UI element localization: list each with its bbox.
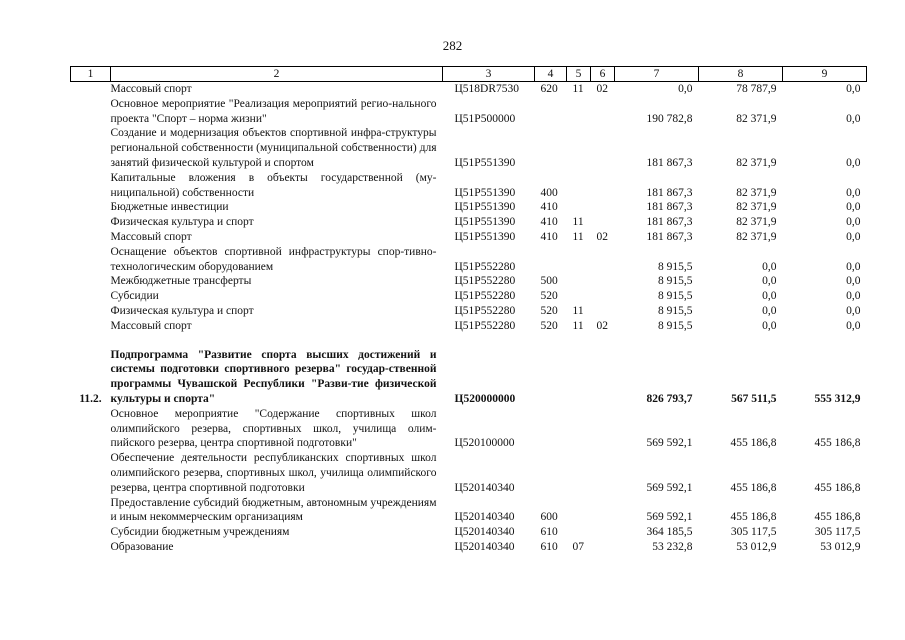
row-number	[71, 525, 111, 540]
row-number	[71, 97, 111, 127]
row-name: Обеспечение деятельности республиканских спортивных школ олимпийского резерва, спортивных школ, училища олимпийского резерва, центра спортивной подготовки	[110, 452, 437, 494]
row-name: Межбюджетные трансферты	[110, 275, 252, 288]
subsection-code: 02	[596, 319, 608, 332]
amount-col-7: 826 793,7	[646, 392, 693, 405]
expense-type-code: 400	[540, 186, 558, 199]
expense-type-code: 620	[540, 83, 558, 95]
table-row	[71, 319, 867, 334]
section-code	[567, 97, 591, 127]
amount-col-8: 82 371,9	[736, 201, 777, 214]
amount-col-9: 0,0	[846, 319, 861, 332]
section-code	[567, 496, 591, 526]
budget-code: Ц51P551390	[454, 216, 516, 229]
expense-type-code: 410	[540, 216, 558, 229]
amount-col-9: 0,0	[846, 201, 861, 214]
amount-col-8: 0,0	[762, 260, 777, 273]
amount-col-7: 8 915,5	[658, 275, 693, 288]
table-row	[71, 407, 867, 451]
amount-col-7: 8 915,5	[658, 304, 693, 317]
subsection-code	[591, 496, 615, 526]
amount-col-8: 305 117,5	[730, 526, 777, 539]
budget-code: Ц51P552280	[454, 319, 516, 332]
table-row	[71, 274, 867, 289]
row-name: Основное мероприятие "Реализация мероприятий регио-нального проекта "Спорт – норма жизни"	[110, 97, 437, 125]
amount-col-8: 455 186,8	[730, 481, 777, 494]
row-name: Субсидии бюджетным учреждениям	[110, 526, 290, 539]
budget-code: Ц520100000	[454, 437, 515, 450]
table-row	[71, 304, 867, 319]
section-code: 07	[572, 540, 584, 553]
row-name	[111, 334, 443, 348]
amount-col-8: 82 371,9	[736, 156, 777, 169]
row-number	[71, 230, 111, 245]
budget-code: Ц51P551390	[454, 230, 516, 243]
row-name: Физическая культура и спорт	[110, 304, 254, 317]
amount-col-7: 569 592,1	[646, 437, 693, 450]
expense-type-code: 600	[540, 511, 558, 524]
budget-code: Ц520000000	[454, 392, 516, 405]
row-number: 11.2.	[79, 392, 102, 405]
table-row	[71, 126, 867, 170]
amount-col-8: 455 186,8	[730, 511, 777, 524]
amount-col-8: 0,0	[762, 290, 777, 303]
section-code	[567, 525, 591, 540]
subsection-code	[591, 97, 615, 127]
section-code	[567, 245, 591, 275]
table-row	[71, 230, 867, 245]
amount-col-9: 305 117,5	[814, 526, 861, 539]
table-row	[71, 334, 867, 348]
row-number	[71, 319, 111, 334]
column-header: 4	[535, 67, 567, 82]
subsection-code	[591, 200, 615, 215]
row-number	[71, 496, 111, 526]
expense-type-code	[535, 451, 567, 495]
column-header: 1	[71, 67, 111, 82]
amount-col-7: 8 915,5	[658, 290, 693, 303]
row-number	[71, 540, 111, 555]
row-name: Предоставление субсидий бюджетным, автономным учреждениям и иным некоммерческим организациям	[110, 496, 437, 524]
column-header: 8	[699, 67, 783, 82]
row-number	[71, 304, 111, 319]
table-row	[71, 525, 867, 540]
amount-col-7: 0,0	[678, 83, 693, 95]
row-name: Массовый спорт	[110, 83, 192, 95]
row-name: Бюджетные инвестиции	[110, 201, 229, 214]
row-number	[71, 451, 111, 495]
amount-col-9: 0,0	[846, 275, 861, 288]
amount-col-8: 0,0	[762, 275, 777, 288]
expense-type-code	[535, 334, 567, 348]
amount-col-9: 0,0	[846, 304, 861, 317]
column-header: 6	[591, 67, 615, 82]
amount-col-9: 0,0	[846, 186, 861, 199]
amount-col-7: 181 867,3	[646, 201, 693, 214]
subsection-code: 02	[596, 83, 608, 95]
amount-col-8: 455 186,8	[730, 437, 777, 450]
row-name: Массовый спорт	[110, 319, 192, 332]
amount-col-8: 0,0	[762, 319, 777, 332]
table-row	[71, 245, 867, 275]
expense-type-code: 610	[540, 540, 558, 553]
amount-col-7: 181 867,3	[646, 156, 693, 169]
expense-type-code: 500	[540, 275, 558, 288]
amount-col-7: 181 867,3	[646, 186, 693, 199]
column-header: 7	[615, 67, 699, 82]
row-name: Подпрограмма "Развитие спорта высших достижений и системы подготовки спортивного резерва" государ-ственной программы Чувашской Республики "Разви-тие физической культуры и спорта"	[110, 348, 437, 405]
section-code	[567, 126, 591, 170]
amount-col-8: 82 371,9	[736, 230, 777, 243]
amount-col-9: 0,0	[846, 216, 861, 229]
section-code: 11	[572, 83, 584, 95]
amount-col-9: 0,0	[846, 260, 861, 273]
budget-code: Ц520140340	[454, 511, 515, 524]
budget-code: Ц51P551390	[454, 201, 516, 214]
page-number: 282	[442, 38, 463, 53]
subsection-code	[591, 289, 615, 304]
table-row	[71, 97, 867, 127]
row-number	[71, 82, 111, 97]
expense-type-code: 520	[540, 290, 558, 303]
section-code	[567, 407, 591, 451]
budget-code	[443, 334, 535, 348]
amount-col-7: 364 185,5	[646, 526, 693, 539]
section-code	[567, 200, 591, 215]
amount-col-8: 78 787,9	[736, 83, 777, 95]
amount-col-8: 82 371,9	[736, 186, 777, 199]
section-code	[567, 289, 591, 304]
column-header: 9	[783, 67, 867, 82]
subsection-code	[591, 407, 615, 451]
section-code: 11	[572, 216, 584, 229]
budget-code: Ц51P551390	[454, 186, 516, 199]
table-row	[71, 540, 867, 555]
table-row	[71, 348, 867, 407]
budget-code: Ц520140340	[454, 526, 515, 539]
amount-col-9: 455 186,8	[814, 481, 861, 494]
row-number	[71, 126, 111, 170]
subsection-code	[591, 334, 615, 348]
section-code	[567, 334, 591, 348]
section-code	[567, 348, 591, 407]
expense-type-code: 520	[540, 319, 558, 332]
row-number	[71, 334, 111, 348]
table-row	[71, 451, 867, 495]
row-name: Образование	[110, 540, 174, 553]
row-name: Физическая культура и спорт	[110, 216, 254, 229]
table-body	[71, 82, 867, 555]
subsection-code	[591, 540, 615, 555]
row-name: Оснащение объектов спортивной инфраструктуры спор-тивно-технологическим оборудованием	[110, 245, 437, 273]
amount-col-9: 0,0	[846, 230, 861, 243]
expense-type-code	[535, 97, 567, 127]
subsection-code	[591, 215, 615, 230]
expense-type-code: 610	[540, 526, 558, 539]
expense-type-code	[535, 407, 567, 451]
amount-col-9: 0,0	[846, 83, 861, 95]
column-header: 5	[567, 67, 591, 82]
expense-type-code	[535, 126, 567, 170]
amount-col-9: 555 312,9	[814, 392, 861, 405]
row-name: Создание и модернизация объектов спортивной инфра-структуры региональной собственности (муниципальной собственности) для занятий физической культурой и спортом	[110, 127, 437, 169]
amount-col-9: 455 186,8	[814, 437, 861, 450]
budget-table	[70, 66, 867, 555]
section-code: 11	[572, 230, 584, 243]
table-row	[71, 496, 867, 526]
row-number	[71, 407, 111, 451]
budget-code: Ц518DR7530	[454, 83, 520, 95]
section-code	[567, 274, 591, 289]
budget-code: Ц520140340	[454, 540, 515, 553]
amount-col-9: 53 012,9	[820, 540, 861, 553]
row-number	[71, 200, 111, 215]
budget-code: Ц51P552280	[454, 260, 516, 273]
amount-col-8: 82 371,9	[736, 216, 777, 229]
column-header: 3	[443, 67, 535, 82]
row-name: Капитальные вложения в объекты государственной (му-ниципальной) собственности	[110, 171, 437, 199]
table-row	[71, 200, 867, 215]
expense-type-code	[535, 348, 567, 407]
subsection-code	[591, 274, 615, 289]
row-number	[71, 245, 111, 275]
column-numbers-row	[71, 67, 867, 82]
amount-col-8: 53 012,9	[736, 540, 777, 553]
row-name: Субсидии	[110, 290, 159, 303]
subsection-code	[591, 348, 615, 407]
row-number	[71, 215, 111, 230]
subsection-code	[591, 171, 615, 201]
amount-col-9	[783, 334, 867, 348]
amount-col-9: 0,0	[846, 290, 861, 303]
row-name: Массовый спорт	[110, 230, 192, 243]
section-code: 11	[572, 304, 584, 317]
amount-col-9: 455 186,8	[814, 511, 861, 524]
section-code	[567, 451, 591, 495]
amount-col-9: 0,0	[846, 156, 861, 169]
amount-col-8: 567 511,5	[731, 392, 777, 405]
budget-code: Ц51P551390	[454, 156, 516, 169]
table-row	[71, 171, 867, 201]
subsection-code	[591, 304, 615, 319]
table-row	[71, 82, 867, 97]
row-number	[71, 274, 111, 289]
subsection-code	[591, 245, 615, 275]
amount-col-8: 0,0	[762, 304, 777, 317]
expense-type-code	[535, 245, 567, 275]
expense-type-code: 410	[540, 201, 558, 214]
amount-col-7: 190 782,8	[646, 112, 693, 125]
amount-col-8: 82 371,9	[736, 112, 777, 125]
amount-col-7: 181 867,3	[646, 230, 693, 243]
amount-col-7: 8 915,5	[658, 260, 693, 273]
row-number	[71, 289, 111, 304]
table-row	[71, 215, 867, 230]
budget-code: Ц51P552280	[454, 290, 516, 303]
expense-type-code: 520	[540, 304, 558, 317]
section-code	[567, 171, 591, 201]
budget-code: Ц51P500000	[454, 112, 516, 125]
amount-col-7: 569 592,1	[646, 511, 693, 524]
amount-col-9: 0,0	[846, 112, 861, 125]
row-number	[71, 171, 111, 201]
budget-code: Ц51P552280	[454, 304, 516, 317]
column-header: 2	[111, 67, 443, 82]
amount-col-7: 181 867,3	[646, 216, 693, 229]
row-name: Основное мероприятие "Содержание спортивных школ олимпийского резерва, спортивных школ, училища олим-пийского резерва, центра спортивной подготовки"	[110, 407, 437, 450]
amount-col-7: 53 232,8	[652, 540, 693, 553]
expense-type-code: 410	[540, 230, 558, 243]
budget-code: Ц51P552280	[454, 275, 516, 288]
budget-code: Ц520140340	[454, 481, 515, 494]
subsection-code: 02	[596, 230, 608, 243]
subsection-code	[591, 126, 615, 170]
amount-col-7	[615, 334, 699, 348]
section-code: 11	[572, 319, 584, 332]
amount-col-8	[699, 334, 783, 348]
amount-col-7: 8 915,5	[658, 319, 693, 332]
subsection-code	[591, 525, 615, 540]
amount-col-7: 569 592,1	[646, 481, 693, 494]
subsection-code	[591, 451, 615, 495]
table-row	[71, 289, 867, 304]
